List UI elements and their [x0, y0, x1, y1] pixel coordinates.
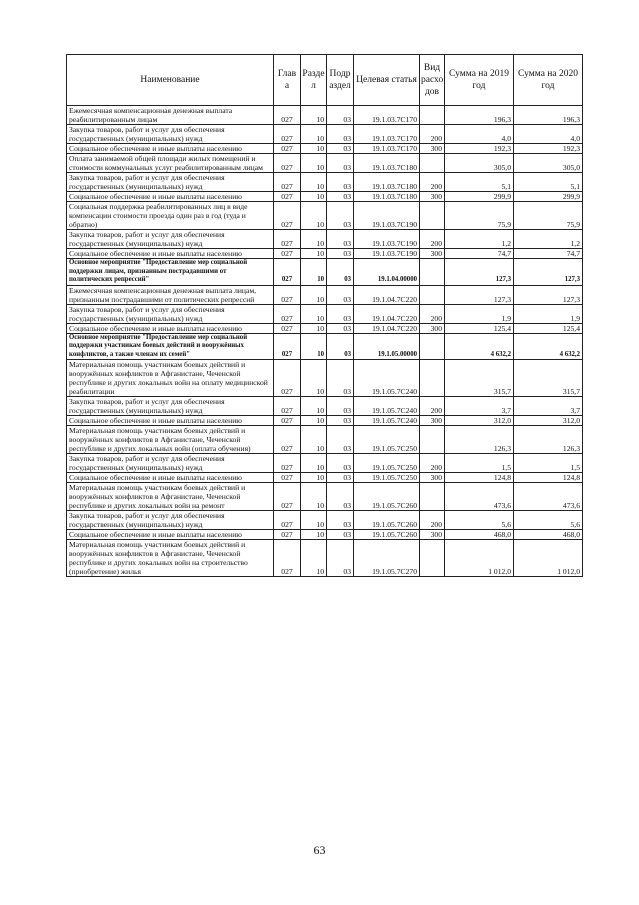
row-name-cell: Закупка товаров, работ и услуг для обеспечения государственных (муниципальных) нужд: [67, 397, 274, 416]
row-section-cell: 10: [301, 426, 327, 454]
row-sum-2019-cell: 312,0: [445, 416, 514, 426]
row-chapter-cell: 027: [274, 249, 301, 259]
row-subsection-cell: 03: [327, 285, 354, 304]
row-expense-type-cell: 200: [420, 173, 445, 192]
table-row: [67, 454, 583, 473]
table-row: [67, 333, 583, 360]
row-sum-2019-cell: 305,0: [445, 154, 514, 173]
table-row: [67, 540, 583, 577]
row-expense-type-cell: [420, 202, 445, 230]
row-expense-type-cell: 200: [420, 125, 445, 144]
row-expense-type-cell: 200: [420, 454, 445, 473]
row-chapter-cell: 027: [274, 360, 301, 397]
row-expense-type-cell: [420, 259, 445, 286]
row-section-cell: 10: [301, 304, 327, 323]
row-section-cell: 10: [301, 323, 327, 333]
row-subsection-cell: 03: [327, 483, 354, 511]
table-body: [67, 106, 583, 577]
row-chapter-cell: 027: [274, 323, 301, 333]
row-chapter-cell: 027: [274, 259, 301, 286]
row-target-cell: 19.1.05.7С260: [354, 483, 420, 511]
table-row: [67, 125, 583, 144]
table-row: [67, 192, 583, 202]
row-name-cell: Закупка товаров, работ и услуг для обеспечения государственных (муниципальных) нужд: [67, 230, 274, 249]
row-chapter-cell: 027: [274, 285, 301, 304]
row-sum-2019-cell: 1 012,0: [445, 540, 514, 577]
row-chapter-cell: 027: [274, 192, 301, 202]
row-chapter-cell: 027: [274, 144, 301, 154]
row-sum-2020-cell: 1,2: [514, 230, 583, 249]
page-number: 63: [313, 843, 326, 857]
row-sum-2019-cell: 124,8: [445, 473, 514, 483]
row-sum-2020-cell: 5,1: [514, 173, 583, 192]
row-expense-type-cell: [420, 483, 445, 511]
row-subsection-cell: 03: [327, 144, 354, 154]
header-sum-2020: Сумма на 2020 год: [514, 55, 583, 106]
budget-table: [66, 54, 583, 577]
row-sum-2019-cell: 1,2: [445, 230, 514, 249]
row-chapter-cell: 027: [274, 426, 301, 454]
row-name-cell: Социальное обеспечение и иные выплаты населению: [67, 323, 274, 333]
row-sum-2019-cell: 468,0: [445, 530, 514, 540]
header-expense-type: Вид расхо дов: [420, 55, 445, 106]
row-chapter-cell: 027: [274, 473, 301, 483]
table-row: [67, 230, 583, 249]
row-chapter-cell: 027: [274, 230, 301, 249]
row-subsection-cell: 03: [327, 426, 354, 454]
row-name-cell: Основное мероприятие "Предоставление мер социальной поддержки участникам боевых действий и вооружённых конфликтов, а также членам их семей": [67, 333, 274, 360]
row-expense-type-cell: 300: [420, 473, 445, 483]
row-sum-2019-cell: 127,3: [445, 259, 514, 286]
row-expense-type-cell: 200: [420, 511, 445, 530]
row-section-cell: 10: [301, 416, 327, 426]
row-sum-2019-cell: 473,6: [445, 483, 514, 511]
table-row: [67, 106, 583, 125]
row-target-cell: 19.1.05.7С260: [354, 511, 420, 530]
row-name-cell: Социальная поддержка реабилитированных лиц в виде компенсации стоимости проезда один раз в год (туда и обратно): [67, 202, 274, 230]
row-chapter-cell: 027: [274, 173, 301, 192]
row-section-cell: 10: [301, 397, 327, 416]
row-target-cell: 19.1.03.7С180: [354, 173, 420, 192]
table-row: [67, 511, 583, 530]
row-name-cell: Ежемесячная компенсационная денежная выплата лицам, признанным пострадавшими от политических репрессий: [67, 285, 274, 304]
row-target-cell: 19.1.05.7С250: [354, 426, 420, 454]
row-sum-2020-cell: 127,3: [514, 285, 583, 304]
row-section-cell: 10: [301, 285, 327, 304]
row-expense-type-cell: 300: [420, 323, 445, 333]
row-name-cell: Закупка товаров, работ и услуг для обеспечения государственных (муниципальных) нужд: [67, 304, 274, 323]
row-chapter-cell: 027: [274, 154, 301, 173]
row-expense-type-cell: 200: [420, 397, 445, 416]
row-subsection-cell: 03: [327, 249, 354, 259]
row-target-cell: 19.1.03.7С170: [354, 106, 420, 125]
row-section-cell: 10: [301, 473, 327, 483]
row-section-cell: 10: [301, 125, 327, 144]
row-subsection-cell: 03: [327, 125, 354, 144]
row-sum-2019-cell: 75,9: [445, 202, 514, 230]
row-name-cell: Социальное обеспечение и иные выплаты населению: [67, 192, 274, 202]
table-row: [67, 530, 583, 540]
table-header: [67, 55, 583, 106]
row-chapter-cell: 027: [274, 454, 301, 473]
row-expense-type-cell: 300: [420, 416, 445, 426]
row-section-cell: 10: [301, 106, 327, 125]
row-chapter-cell: 027: [274, 304, 301, 323]
row-target-cell: 19.1.05.7С240: [354, 397, 420, 416]
table-row: [67, 426, 583, 454]
row-name-cell: Социальное обеспечение и иные выплаты населению: [67, 473, 274, 483]
row-sum-2020-cell: 125,4: [514, 323, 583, 333]
row-subsection-cell: 03: [327, 106, 354, 125]
row-name-cell: Закупка товаров, работ и услуг для обеспечения государственных (муниципальных) нужд: [67, 173, 274, 192]
row-sum-2020-cell: 126,3: [514, 426, 583, 454]
table-row: [67, 154, 583, 173]
row-expense-type-cell: [420, 360, 445, 397]
header-name: Наименование: [67, 55, 274, 106]
row-chapter-cell: 027: [274, 511, 301, 530]
row-sum-2020-cell: 468,0: [514, 530, 583, 540]
table-row: [67, 285, 583, 304]
row-sum-2019-cell: 315,7: [445, 360, 514, 397]
table-row: [67, 249, 583, 259]
row-sum-2019-cell: 4 632,2: [445, 333, 514, 360]
row-subsection-cell: 03: [327, 333, 354, 360]
row-sum-2020-cell: 5,6: [514, 511, 583, 530]
row-sum-2019-cell: 1,5: [445, 454, 514, 473]
row-expense-type-cell: [420, 540, 445, 577]
row-name-cell: Социальное обеспечение и иные выплаты населению: [67, 249, 274, 259]
row-chapter-cell: 027: [274, 540, 301, 577]
row-sum-2019-cell: 3,7: [445, 397, 514, 416]
header-target: Целевая статья: [354, 55, 420, 106]
row-target-cell: 19.1.03.7С170: [354, 144, 420, 154]
row-expense-type-cell: [420, 154, 445, 173]
row-target-cell: 19.1.03.7С170: [354, 125, 420, 144]
row-subsection-cell: 03: [327, 154, 354, 173]
row-target-cell: 19.1.05.7С240: [354, 416, 420, 426]
row-target-cell: 19.1.04.7С220: [354, 323, 420, 333]
row-sum-2020-cell: 75,9: [514, 202, 583, 230]
row-expense-type-cell: [420, 426, 445, 454]
row-subsection-cell: 03: [327, 540, 354, 577]
row-target-cell: 19.1.05.7С270: [354, 540, 420, 577]
row-expense-type-cell: 200: [420, 230, 445, 249]
row-subsection-cell: 03: [327, 259, 354, 286]
row-name-cell: Закупка товаров, работ и услуг для обеспечения государственных (муниципальных) нужд: [67, 511, 274, 530]
row-sum-2020-cell: 1,9: [514, 304, 583, 323]
row-sum-2020-cell: 299,9: [514, 192, 583, 202]
row-sum-2020-cell: 312,0: [514, 416, 583, 426]
row-subsection-cell: 03: [327, 323, 354, 333]
row-sum-2020-cell: 3,7: [514, 397, 583, 416]
row-sum-2020-cell: 74,7: [514, 249, 583, 259]
row-expense-type-cell: 300: [420, 530, 445, 540]
row-target-cell: 19.1.04.7С220: [354, 285, 420, 304]
row-subsection-cell: 03: [327, 360, 354, 397]
row-subsection-cell: 03: [327, 530, 354, 540]
row-subsection-cell: 03: [327, 202, 354, 230]
row-sum-2019-cell: 196,3: [445, 106, 514, 125]
row-target-cell: 19.1.05.7С240: [354, 360, 420, 397]
row-sum-2020-cell: 305,0: [514, 154, 583, 173]
row-chapter-cell: 027: [274, 416, 301, 426]
row-section-cell: 10: [301, 230, 327, 249]
row-subsection-cell: 03: [327, 397, 354, 416]
row-sum-2020-cell: 127,3: [514, 259, 583, 286]
table-row: [67, 416, 583, 426]
table-row: [67, 304, 583, 323]
row-sum-2020-cell: 473,6: [514, 483, 583, 511]
row-subsection-cell: 03: [327, 192, 354, 202]
row-sum-2020-cell: 4 632,2: [514, 333, 583, 360]
row-expense-type-cell: [420, 333, 445, 360]
row-chapter-cell: 027: [274, 397, 301, 416]
row-name-cell: Материальная помощь участникам боевых действий и вооружённых конфликтов в Афганистане, Чеченской республике и других локальных войн (оплата обучения): [67, 426, 274, 454]
header-chapter: Глав а: [274, 55, 301, 106]
row-chapter-cell: 027: [274, 483, 301, 511]
row-name-cell: Закупка товаров, работ и услуг для обеспечения государственных (муниципальных) нужд: [67, 125, 274, 144]
row-sum-2019-cell: 125,4: [445, 323, 514, 333]
row-sum-2019-cell: 4,0: [445, 125, 514, 144]
row-chapter-cell: 027: [274, 333, 301, 360]
row-section-cell: 10: [301, 173, 327, 192]
row-subsection-cell: 03: [327, 454, 354, 473]
row-subsection-cell: 03: [327, 173, 354, 192]
table-row: [67, 173, 583, 192]
table-row: [67, 202, 583, 230]
row-subsection-cell: 03: [327, 473, 354, 483]
row-sum-2020-cell: 124,8: [514, 473, 583, 483]
row-name-cell: Материальная помощь участникам боевых действий и вооружённых конфликтов в Афганистане, Чеченской республике и других локальных войн на оплату медицинской реабилитации: [67, 360, 274, 397]
row-sum-2019-cell: 126,3: [445, 426, 514, 454]
table-row: [67, 259, 583, 286]
row-sum-2019-cell: 5,6: [445, 511, 514, 530]
row-name-cell: Материальная помощь участникам боевых действий и вооружённых конфликтов в Афганистане, Чеченской республике и других локальных войн на ремонт: [67, 483, 274, 511]
row-target-cell: 19.1.04.7С220: [354, 304, 420, 323]
row-sum-2019-cell: 127,3: [445, 285, 514, 304]
row-sum-2020-cell: 196,3: [514, 106, 583, 125]
row-name-cell: Социальное обеспечение и иные выплаты населению: [67, 144, 274, 154]
row-name-cell: Ежемесячная компенсационная денежная выплата реабилитированным лицам: [67, 106, 274, 125]
table-row: [67, 323, 583, 333]
header-sum-2019: Сумма на 2019 год: [445, 55, 514, 106]
row-chapter-cell: 027: [274, 202, 301, 230]
header-subsection: Подр аздел: [327, 55, 354, 106]
row-section-cell: 10: [301, 483, 327, 511]
row-section-cell: 10: [301, 454, 327, 473]
row-target-cell: 19.1.03.7С190: [354, 249, 420, 259]
row-section-cell: 10: [301, 333, 327, 360]
row-target-cell: 19.1.03.7С190: [354, 202, 420, 230]
row-target-cell: 19.1.04.00000: [354, 259, 420, 286]
row-sum-2020-cell: 1,5: [514, 454, 583, 473]
row-section-cell: 10: [301, 202, 327, 230]
row-name-cell: Материальная помощь участникам боевых действий и вооружённых конфликтов в Афганистане, Чеченской республике и других локальных войн на строительство (приобретение) жилья: [67, 540, 274, 577]
row-name-cell: Социальное обеспечение и иные выплаты населению: [67, 530, 274, 540]
row-target-cell: 19.1.05.00000: [354, 333, 420, 360]
row-chapter-cell: 027: [274, 106, 301, 125]
row-expense-type-cell: 300: [420, 144, 445, 154]
row-target-cell: 19.1.03.7С190: [354, 230, 420, 249]
row-expense-type-cell: [420, 285, 445, 304]
row-expense-type-cell: 300: [420, 192, 445, 202]
row-sum-2019-cell: 5,1: [445, 173, 514, 192]
row-subsection-cell: 03: [327, 304, 354, 323]
row-expense-type-cell: [420, 106, 445, 125]
row-section-cell: 10: [301, 144, 327, 154]
row-target-cell: 19.1.03.7С180: [354, 154, 420, 173]
table-row: [67, 397, 583, 416]
row-name-cell: Закупка товаров, работ и услуг для обеспечения государственных (муниципальных) нужд: [67, 454, 274, 473]
row-target-cell: 19.1.05.7С250: [354, 454, 420, 473]
table-row: [67, 360, 583, 397]
table-row: [67, 144, 583, 154]
row-section-cell: 10: [301, 540, 327, 577]
table-row: [67, 483, 583, 511]
row-sum-2019-cell: 192,3: [445, 144, 514, 154]
row-subsection-cell: 03: [327, 230, 354, 249]
row-section-cell: 10: [301, 259, 327, 286]
row-sum-2020-cell: 4,0: [514, 125, 583, 144]
row-expense-type-cell: 200: [420, 304, 445, 323]
row-section-cell: 10: [301, 154, 327, 173]
row-sum-2020-cell: 315,7: [514, 360, 583, 397]
row-chapter-cell: 027: [274, 530, 301, 540]
row-section-cell: 10: [301, 511, 327, 530]
header-section: Разде л: [301, 55, 327, 106]
row-sum-2020-cell: 1 012,0: [514, 540, 583, 577]
row-target-cell: 19.1.05.7С250: [354, 473, 420, 483]
table-row: [67, 473, 583, 483]
row-sum-2019-cell: 1,9: [445, 304, 514, 323]
row-chapter-cell: 027: [274, 125, 301, 144]
row-target-cell: 19.1.03.7С180: [354, 192, 420, 202]
row-section-cell: 10: [301, 530, 327, 540]
row-section-cell: 10: [301, 192, 327, 202]
row-sum-2019-cell: 74,7: [445, 249, 514, 259]
row-sum-2020-cell: 192,3: [514, 144, 583, 154]
row-name-cell: Основное мероприятие "Предоставление мер социальной поддержки лицам, признанным пострадавшими от политических репрессий": [67, 259, 274, 286]
row-section-cell: 10: [301, 249, 327, 259]
row-subsection-cell: 03: [327, 416, 354, 426]
row-section-cell: 10: [301, 360, 327, 397]
row-name-cell: Социальное обеспечение и иные выплаты населению: [67, 416, 274, 426]
row-sum-2019-cell: 299,9: [445, 192, 514, 202]
row-expense-type-cell: 300: [420, 249, 445, 259]
row-target-cell: 19.1.05.7С260: [354, 530, 420, 540]
row-subsection-cell: 03: [327, 511, 354, 530]
row-name-cell: Оплата занимаемой общей площади жилых помещений и стоимости коммунальных услуг реабилитированным лицам: [67, 154, 274, 173]
